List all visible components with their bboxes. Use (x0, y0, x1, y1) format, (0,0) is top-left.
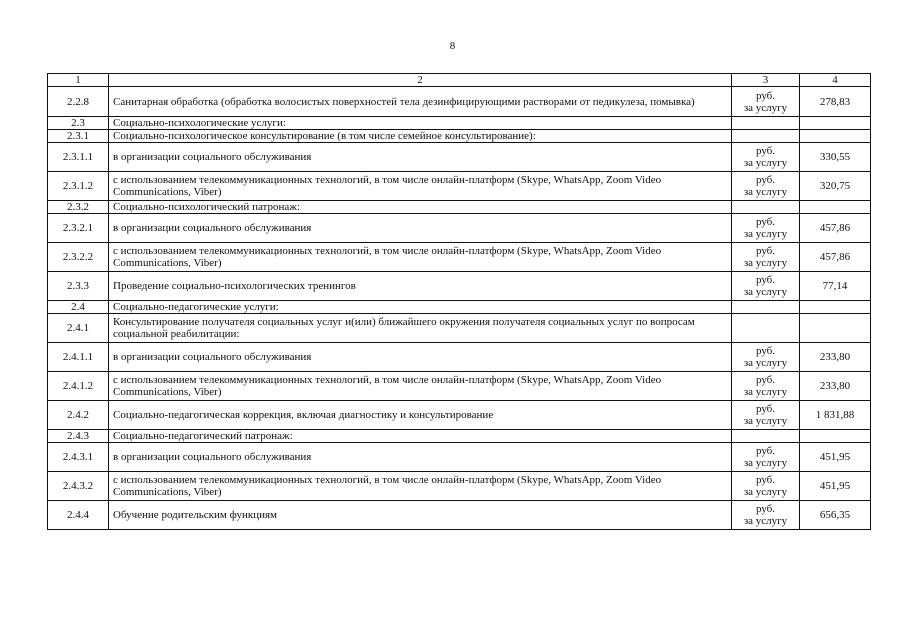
unit-cell (732, 501, 800, 530)
service-name: с использованием телекоммуникационных технологий, в том числе онлайн-платформ (Skype, WhatsApp, Zoom Video Communications, Viber) (109, 172, 732, 201)
table-row (48, 314, 871, 343)
tariff-value (800, 201, 871, 214)
service-name: Обучение родительским функциям (109, 501, 732, 530)
unit-cell (732, 143, 800, 172)
unit-per-service: за услугу (743, 515, 788, 527)
tariff-value: 1 831,88 (800, 401, 871, 430)
unit-currency: руб. (755, 503, 776, 515)
service-code: 2.3.2.1 (48, 214, 109, 243)
tariff-value: 233,80 (800, 372, 871, 401)
service-name: Санитарная обработка (обработка волосистых поверхностей тела дезинфицирующими растворами от педикулеза, помывка) (109, 87, 732, 117)
unit-currency: руб. (755, 174, 776, 186)
unit-per-service: за услугу (743, 486, 788, 498)
unit-cell (732, 87, 800, 117)
unit-currency: руб. (755, 403, 776, 415)
unit-cell (732, 243, 800, 272)
service-name: с использованием телекоммуникационных технологий, в том числе онлайн-платформ (Skype, WhatsApp, Zoom Video Communications, Viber) (109, 472, 732, 501)
table-row (48, 343, 871, 372)
unit-per-service: за услугу (743, 357, 788, 369)
service-code: 2.4.1.2 (48, 372, 109, 401)
table-row (48, 401, 871, 430)
table-header (48, 74, 871, 87)
service-name: Социально-педагогическая коррекция, включая диагностику и консультирование (109, 401, 732, 430)
service-name: в организации социального обслуживания (109, 343, 732, 372)
table-body (48, 87, 871, 530)
unit-currency: руб. (755, 145, 776, 157)
header-col-3: 3 (732, 74, 800, 87)
table-row (48, 272, 871, 301)
tariff-value: 656,35 (800, 501, 871, 530)
unit-per-service: за услугу (743, 228, 788, 240)
service-code: 2.3.2.2 (48, 243, 109, 272)
service-code: 2.3.2 (48, 201, 109, 214)
service-name: Социально-педагогические услуги: (109, 301, 732, 314)
service-name: с использованием телекоммуникационных технологий, в том числе онлайн-платформ (Skype, WhatsApp, Zoom Video Communications, Viber) (109, 372, 732, 401)
table-row (48, 443, 871, 472)
table-row (48, 501, 871, 530)
unit-per-service: за услугу (743, 415, 788, 427)
service-code: 2.4.1 (48, 314, 109, 343)
unit-cell (732, 401, 800, 430)
header-col-2: 2 (109, 74, 732, 87)
unit-currency: руб. (755, 89, 776, 102)
header-col-4: 4 (800, 74, 871, 87)
unit-currency: руб. (755, 374, 776, 386)
tariff-value: 451,95 (800, 472, 871, 501)
unit-cell (732, 314, 800, 343)
tariff-value: 233,80 (800, 343, 871, 372)
unit-cell (732, 372, 800, 401)
table-row (48, 172, 871, 201)
service-code: 2.2.8 (48, 87, 109, 117)
service-code: 2.3 (48, 117, 109, 130)
tariff-value (800, 117, 871, 130)
unit-cell (732, 430, 800, 443)
unit-per-service: за услугу (743, 157, 788, 169)
table-row (48, 301, 871, 314)
table-row (48, 201, 871, 214)
unit-cell (732, 272, 800, 301)
unit-cell (732, 472, 800, 501)
tariff-value: 457,86 (800, 214, 871, 243)
unit-per-service: за услугу (743, 386, 788, 398)
unit-cell (732, 214, 800, 243)
unit-per-service: за услугу (743, 101, 788, 114)
tariff-value (800, 130, 871, 143)
table-row (48, 472, 871, 501)
header-row (48, 74, 871, 87)
service-code: 2.3.1 (48, 130, 109, 143)
unit-cell (732, 301, 800, 314)
table-row (48, 117, 871, 130)
table-row (48, 87, 871, 117)
unit-cell (732, 130, 800, 143)
page-number: 8 (449, 40, 456, 52)
tariff-value: 320,75 (800, 172, 871, 201)
service-code: 2.4.1.1 (48, 343, 109, 372)
unit-per-service: за услугу (743, 286, 788, 298)
table-row (48, 243, 871, 272)
service-name: Проведение социально-психологических тренингов (109, 272, 732, 301)
service-code: 2.3.1.1 (48, 143, 109, 172)
service-code: 2.4.4 (48, 501, 109, 530)
unit-currency: руб. (755, 345, 776, 357)
service-name: Социально-психологический патронаж: (109, 201, 732, 214)
tariff-value (800, 314, 871, 343)
unit-currency: руб. (755, 245, 776, 257)
service-name: в организации социального обслуживания (109, 443, 732, 472)
service-name: Социально-педагогический патронаж: (109, 430, 732, 443)
tariff-value (800, 301, 871, 314)
unit-cell (732, 201, 800, 214)
service-code: 2.3.3 (48, 272, 109, 301)
unit-cell (732, 343, 800, 372)
unit-per-service: за услугу (743, 457, 788, 469)
unit-currency: руб. (755, 445, 776, 457)
service-name: в организации социального обслуживания (109, 214, 732, 243)
unit-currency: руб. (755, 274, 776, 286)
unit-currency: руб. (755, 216, 776, 228)
service-code: 2.4.3.2 (48, 472, 109, 501)
tariff-table (47, 73, 871, 530)
unit-cell (732, 172, 800, 201)
tariff-value: 77,14 (800, 272, 871, 301)
unit-per-service: за услугу (743, 186, 788, 198)
table-row (48, 130, 871, 143)
service-code: 2.4.3.1 (48, 443, 109, 472)
service-name: Социально-психологическое консультирование (в том числе семейное консультирование): (109, 130, 732, 143)
table-row (48, 214, 871, 243)
service-name: с использованием телекоммуникационных технологий, в том числе онлайн-платформ (Skype, WhatsApp, Zoom Video Communications, Viber) (109, 243, 732, 272)
tariff-value (800, 430, 871, 443)
table-row (48, 372, 871, 401)
tariff-value: 330,55 (800, 143, 871, 172)
tariff-value: 278,83 (800, 87, 871, 117)
table-row (48, 143, 871, 172)
service-code: 2.4 (48, 301, 109, 314)
tariff-value: 457,86 (800, 243, 871, 272)
tariff-value: 451,95 (800, 443, 871, 472)
service-code: 2.4.3 (48, 430, 109, 443)
unit-cell (732, 117, 800, 130)
table-row (48, 430, 871, 443)
service-code: 2.4.2 (48, 401, 109, 430)
service-name: Консультирование получателя социальных услуг и(или) ближайшего окружения получателя социальных услуг по вопросам социальной реабилитации: (109, 314, 732, 343)
service-name: в организации социального обслуживания (109, 143, 732, 172)
unit-currency: руб. (755, 474, 776, 486)
service-name: Социально-психологические услуги: (109, 117, 732, 130)
unit-cell (732, 443, 800, 472)
header-col-1: 1 (48, 74, 109, 87)
unit-per-service: за услугу (743, 257, 788, 269)
service-code: 2.3.1.2 (48, 172, 109, 201)
